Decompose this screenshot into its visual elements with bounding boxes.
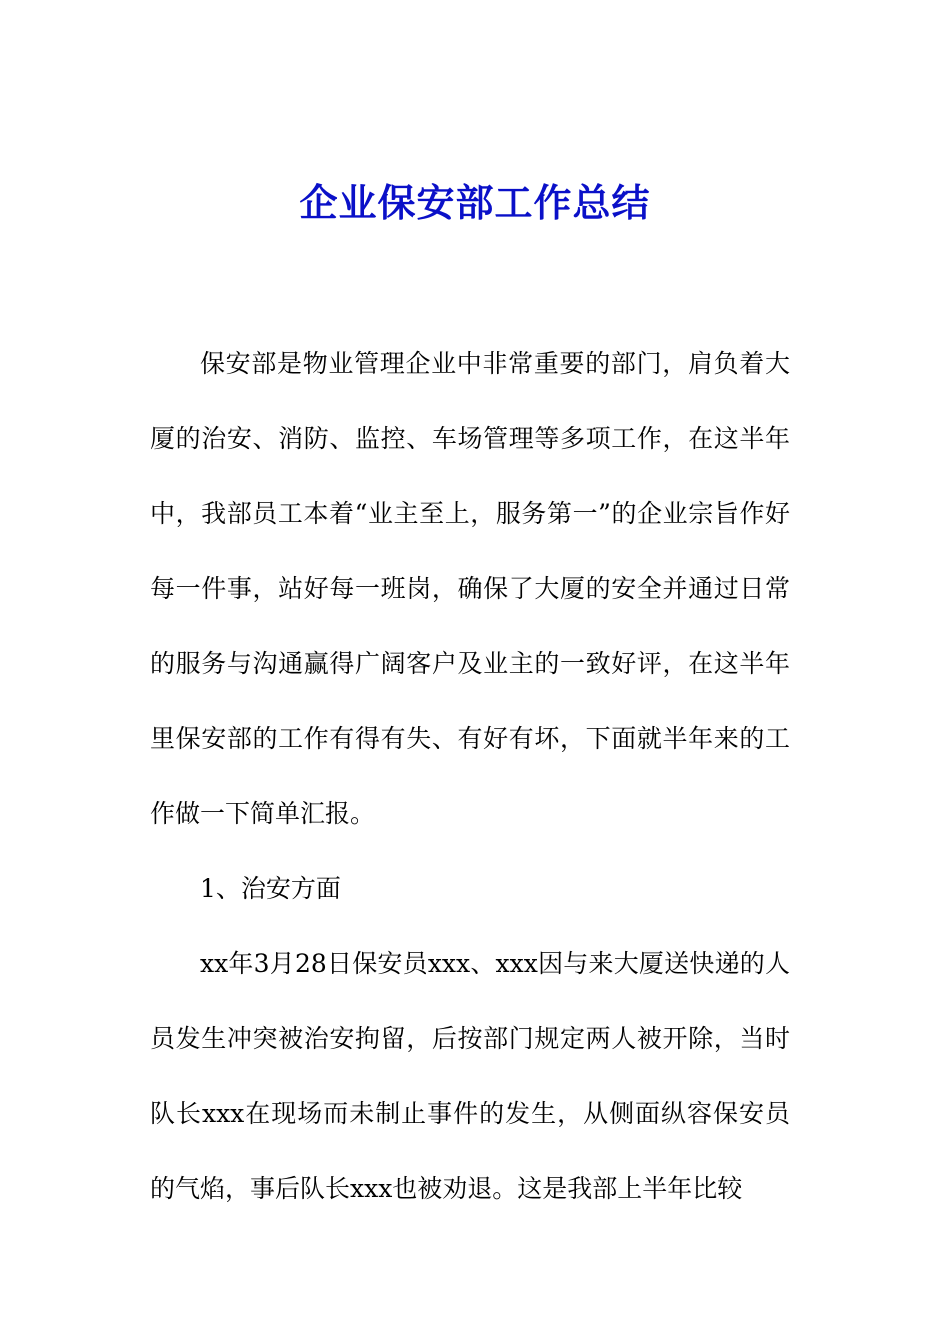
- document-title: 企业保安部工作总结: [299, 180, 651, 225]
- document-body: [150, 326, 790, 1226]
- section-heading-security: 1、治安方面: [200, 874, 341, 903]
- paragraph-intro: 保安部是物业管理企业中非常重要的部门，肩负着大厦的治安、消防、监控、车场管理等多项工作，在这半年中，我部员工本着“业主至上，服务第一”的企业宗旨作好每一件事，站好每一班岗，确保了大厦的安全并通过日常的服务与沟通赢得广阔客户及业主的一致好评，在这半年里保安部的工作有得有失、有好有坏，下面就半年来的工作做一下简单汇报。: [150, 349, 790, 828]
- paragraph-security-incident: xx年3月28日保安员xxx、xxx因与来大厦送快递的人员发生冲突被治安拘留，后按部门规定两人被开除，当时队长xxx在现场而未制止事件的发生，从侧面纵容保安员的气焰，事后队长xxx也被劝退。这是我部上半年比较: [150, 949, 790, 1203]
